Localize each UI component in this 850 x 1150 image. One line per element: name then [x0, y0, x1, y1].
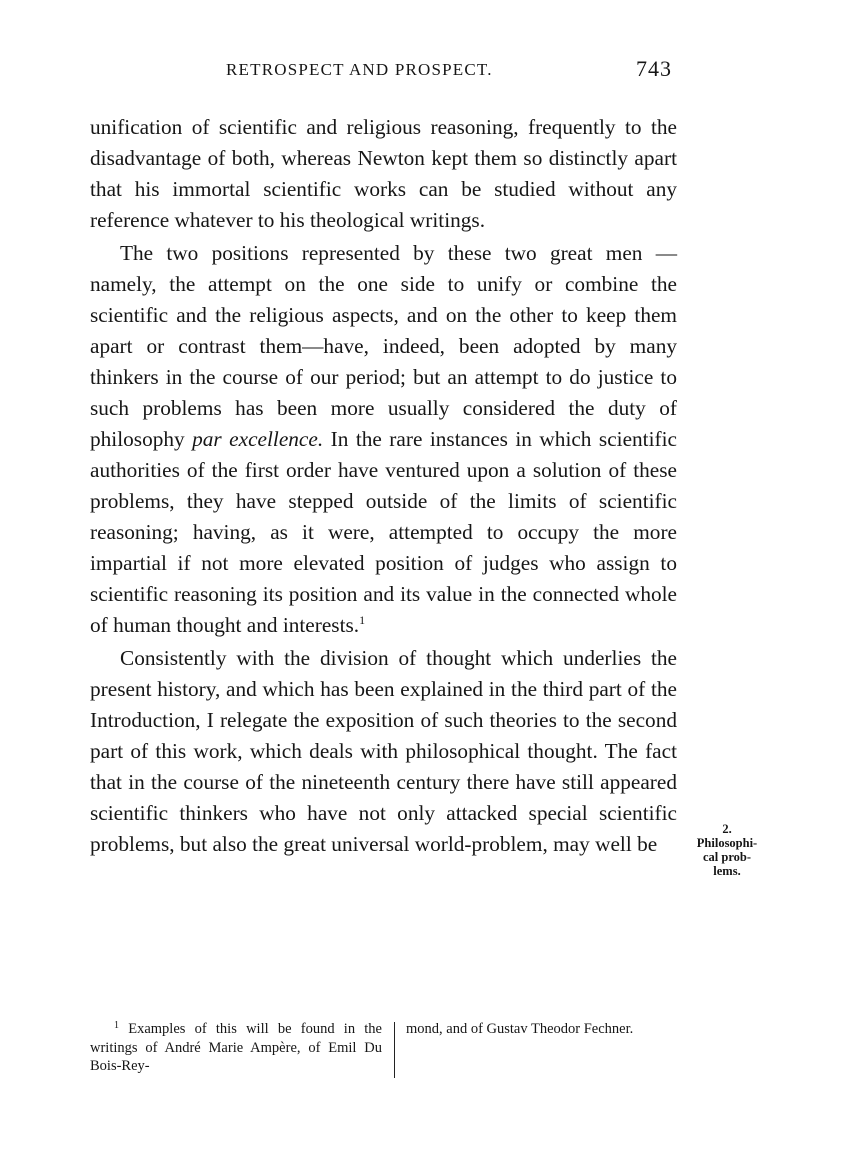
paragraph-consistently: Consistently with the division of thought which underlies the present history, and which has been explained in the third part of the Introduction, I relegate the exposition of such theories to the second part of this work, which deals with philosophical thought. The fact that in the course of the nineteenth century there have still appeared scientific thinkers who have not only attacked special scientific problems, but also the great universal world-problem, may well be [90, 646, 677, 856]
footnote-text [90, 1020, 382, 1076]
paragraph-text: The two positions represented by these two great men — namely, the attempt on the one side to unify or combine the scientific and the religious aspects, and on the other to keep them apart or contrast them—have, indeed, been adopted by many thinkers in the course of our period; but an attempt to do justice to such problems has been more usually considered the duty of philosophy [90, 241, 677, 451]
margin-note-line: lems. [713, 864, 741, 878]
footnote-right-column [406, 1020, 686, 1039]
paragraph-text: In the rare instances in which scientific authorities of the first order have ventured upon a solution of these problems, they have stepped outside of the limits of scientific reasoning; having, as it were, attempted to occupy the more impartial if not more elevated position of judges who assign to scientific reasoning its position and its value in the connected whole of human thought and interests. [90, 427, 677, 637]
footnote-reference: 1 [359, 613, 366, 627]
page-header [90, 58, 680, 94]
footnote-left-text: Examples of this will be found in the writings of André Marie Ampère, of Emil Du Bois-Rey- [90, 1021, 382, 1074]
running-head: RETROSPECT AND PROSPECT. [226, 60, 493, 79]
margin-note-line: Philosophi- [696, 836, 758, 850]
footnote-divider [394, 1022, 395, 1078]
footnote-left-column [90, 1020, 382, 1076]
italic-phrase: par excellence. [192, 427, 324, 451]
paragraph-two-positions [90, 238, 677, 641]
body-text [90, 112, 677, 862]
page-number: 743 [636, 56, 672, 81]
footnotes [90, 1020, 685, 1080]
footnote-marker: 1 [114, 1020, 119, 1031]
paragraph-continuation: unification of scientific and religious reasoning, frequently to the disadvantage of both, whereas Newton kept them so distinctly apart that his immortal scientific works can be studied without any reference whatever to his theological writings. [90, 115, 677, 232]
footnote-right-text: mond, and of Gustav Theodor Fechner. [406, 1021, 634, 1037]
margin-note [687, 822, 767, 878]
margin-note-number: 2. [722, 822, 732, 836]
margin-note-line: cal prob- [702, 850, 752, 864]
